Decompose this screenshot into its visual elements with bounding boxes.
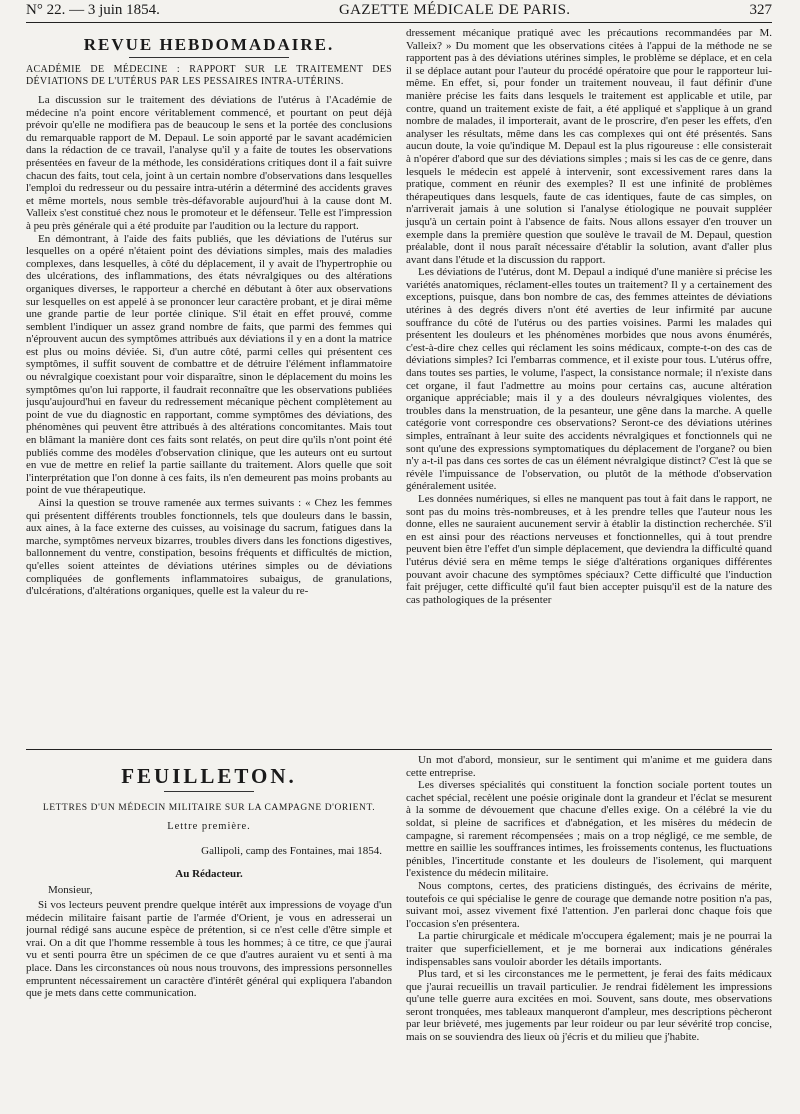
feuilleton-column-1 (26, 754, 392, 1114)
issue-number: N° 22. — 3 juin 1854. (26, 2, 160, 18)
revue-column-1 (26, 27, 392, 745)
addressee: Au Rédacteur. (175, 867, 243, 880)
revue-subtitle: ACADÉMIE DE MÉDECINE : RAPPORT SUR LE TRAITEMENT DES DÉVIATIONS DE L'UTÉRUS PAR LES PESSAIRES INTRA-UTÉRINS. (26, 64, 392, 87)
feuilleton-paragraph: La partie chirurgicale et médicale m'occupera également; mais je ne pourrai la traiter que superficiellement, et je me bornerai aux indications générales indispensables sans vouloir aborder les détails importants. (406, 930, 772, 968)
feuilleton-column-2 (406, 754, 772, 1114)
revue-title: REVUE HEBDOMADAIRE. (83, 35, 335, 54)
page-header (26, 0, 772, 23)
section-divider (26, 749, 772, 750)
title-rule (164, 791, 254, 792)
revue-column-2 (406, 27, 772, 745)
dateline: Gallipoli, camp des Fontaines, mai 1854. (201, 845, 382, 858)
feuilleton-paragraph: Les diverses spécialités qui constituent la fonction sociale portent toutes un cachet spécial, recèlent une poésie originale dont la grandeur et l'éclat se mesurent à la somme de dévouement que chacune d'elles exige. On a célébré la vie du soldat, si pleine de sacrifices et d'abnégation, et les misères du médecin de campagne, si rarement récompensées ; mais on a trop négligé, ce me semble, de mettre en saillie les souffrances intimes, les froissements contenus, les fluctuations pénibles, l'incertitude constante et les douleurs de l'isolement, qui marquent l'existence du médecin militaire. (406, 779, 772, 880)
revue-paragraph: dressement mécanique pratiqué avec les précautions recommandées par M. Valleix? » Du moment que les observations citées à l'appui de la méthode ne se rapportent pas à des déviations utérines simples, le problème se déplace, et en cela il se déplace autant pour l'auteur du procédé opératoire que pour le rapporteur lui-même. En effet, si, pour fonder un traitement nouveau, il faut définir d'une manière précise les faits dans lesquels le traitement est applicable et utile, par contre, quand un traitement existe de fait, a été appliqué et s'applique à un grand nombre de malades, il importerait, avant de le proscrire, d'en peser les effets, d'en analyser les résultats, même dans les cas complexes qui ont été présentés. Sans aucun doute, la voie qu'indique M. Depaul est la plus rigoureuse : elle consisterait à n'opérer d'abord que sur des déviations simples ; mais si les cas de ce genre, dans lesquels le médecin est appelé à intervenir, sont excessivement rares dans la pratique, comment en réunir des exemples? Il est une infinité de problèmes thérapeutiques dans lesquels, faute de cas identiques, faute de cas simples, on n'arriverait jamais à une solution si l'analyse étiologique ne pouvait suppléer jusqu'à un certain point à l'absence de faits. Nous allons essayer d'en trouver un exemple dans la première question que soulève le travail de M. Depaul, question préalable, dont il nous paraît nécessaire d'établir la solution, avant d'aller plus avant dans l'étude et la discussion du rapport. (406, 27, 772, 266)
revue-paragraph: Les déviations de l'utérus, dont M. Depaul a indiqué d'une manière si précise les variétés anatomiques, réclament-elles toutes un traitement? Il y a certainement des exceptions, puisque, dans bon nombre de cas, des femmes atteintes de déviations utérines à des degrés divers n'ont été averties de leur infirmité par aucune souffrance du côté de l'utérus ou des parties voisines. Parmi les malades qui présentent les douleurs et les phénomènes morbides que nous avons énumérés, c'est-à-dire chez celles qui réclament les soins médicaux, compte-t-on des cas de déviations simples? Ici l'embarras commence, et il existe pour tous. L'utérus offre, dans toutes ses parties, le volume, l'aspect, la consistance normale; il n'existe dans cet organe, il faut l'admettre au moins pour certains cas, aucune altération organique appréciable; mais il y a des douleurs névralgiques violentes, des troubles dans la menstruation, de la pesanteur, une gêne dans la marche. A quelle catégorie vont correspondre ces observations? Seront-ce des déviations utérines simples, entraînant à leur suite des accidents névralgiques et fonctionnels qui ne sont qu'une des expressions symptomatiques du déplacement de l'organe? ou bien n'y a-t-il pas dans ces sortes de cas un élément névralgique distinct? C'est là que se révèle l'impuissance de l'observation, ou plutôt de la méthode d'observation généralement usitée. (406, 266, 772, 493)
revue-paragraph: La discussion sur le traitement des déviations de l'utérus à l'Académie de médecine n'a point encore véritablement commencé, et pourtant on peut déjà prévoir qu'elle ne modifiera pas de beaucoup le sens et la portée des conclusions du remarquable rapport de M. Depaul. Le soin apporté par le savant académicien dans la rédaction de ce travail, l'analyse qu'il y a faite de toutes les observations présentées en faveur de la méthode, les considérations critiques dont il a fait suivre chacun des faits, tout cela, joint à un certain nombre d'observations dans lesquelles l'emploi du redresseur ou du pessaire intra-utérin a déterminé des accidents graves et même mortels, nous semble très-défavorable aujourd'hui à la cause dont M. Valleix s'est constitué chez nous le promoteur et le défenseur. Telle est l'impression à peu près générale qui a été produite par l'audition ou la lecture du rapport. (26, 94, 392, 232)
feuilleton-paragraph: Un mot d'abord, monsieur, sur le sentiment qui m'anime et me guidera dans cette entreprise. (406, 754, 772, 779)
revue-section (26, 27, 772, 745)
revue-paragraph: Ainsi la question se trouve ramenée aux termes suivants : « Chez les femmes qui présentent différents troubles fonctionnels, tels que douleurs dans le bassin, aux aines, à la face externe des cuisses, au voisinage du sacrum, fatigues dans la marche, symptômes nerveux bizarres, troubles divers dans les fonctions digestives, ballonnement du ventre, constipation, besoins fréquents et difficultés de miction, qu'elles soient atteintes de déviations utérines simples ou de déviations compliquées de gonflements inflammatoires subaigus, de granulations, d'ulcérations, d'altérations organiques, quelle est la valeur du re- (26, 497, 392, 598)
feuilleton-title: FEUILLETON. (121, 764, 297, 788)
revue-paragraph: En démontrant, à l'aide des faits publiés, que les déviations de l'utérus sur lesquelles on a opéré n'étaient point des déviations simples, mais des maladies complexes, dans lesquelles, à côté du déplacement, il y avait de l'hypertrophie ou des ulcérations, des inflammations, des états névralgiques ou des altérations organiques diverses, le rapporteur a cherché en débutant à ôter aux observations sur lesquelles on est appelé à se prononcer leur caractère probant, et je dirai même une grande partie de leur portée clinique. S'il était en effet prouvé, comme semblent l'indiquer un assez grand nombre de faits, que parmi des femmes qui n'éprouvent aucun des symptômes attribués aux déviations il y en a dont la matrice est plus ou moins déviée. Si, d'un autre côté, parmi celles qui présentent ces symptômes, il suffit souvent de combattre et de détruire l'élément inflammatoire ou névralgique coexistant pour voir disparaître, sinon le déplacement du moins les symptômes qu'on lui rapporte, il faudrait reconnaître que les observations publiées jusqu'aujourd'hui en faveur du redressement mécanique pèchent complètement au point de vue du diagnostic en rapportant, comme symptômes des déviations, des phénomènes qui peuvent être attribués à des altérations concomitantes. Mais tout en blâmant la manière dont ces faits sont relatés, on peut dire qu'ils n'ont point été publiés comme des modèles d'observation clinique, que les auteurs ont eu surtout en vue de mettre en relief la partie saillante du traitement. Alors quelle que soit l'interprétation que l'on donne à ces faits, ils n'en demeurent pas moins probants au point de vue thérapeutique. (26, 232, 392, 497)
feuilleton-section (26, 754, 772, 1114)
revue-paragraph: Les données numériques, si elles ne manquent pas tout à fait dans le rapport, ne sont pas du moins très-nombreuses, et à les prendre telles que l'auteur nous les donne, elles ne sauraient aucunement servir à établir la distinction recherchée. S'il en est ainsi pour des réactions nerveuses et fonctionnelles, qui à tout prendre peuvent bien être l'effet d'un simple déplacement, que deviendra la difficulté quand l'utérus dévié sera en même temps le siége d'altérations organiques différentes pouvant avoir chacune des symptômes spéciaux? Cette difficulté que l'induction fait préjuger, cette difficulté qu'il faut bien accepter puisqu'il est de la nature des cas pathologiques de la présenter (406, 492, 772, 606)
letter-heading: Lettre première. (167, 820, 251, 832)
journal-title: GAZETTE MÉDICALE DE PARIS. (338, 2, 571, 18)
feuilleton-paragraph: Si vos lecteurs peuvent prendre quelque intérêt aux impressions de voyage d'un médecin militaire faisant partie de l'armée d'Orient, je vous en adresserai un journal rédigé sans aucune espèce de prétention, si ce n'est celle d'être simple et vrai. On a dit que l'homme ressemble à tous les hommes; à ce titre, ce que j'aurai vu et senti pourra être un spécimen de ce que d'autres auraient vu et senti à ma place. Dans les circonstances où nous nous trouvons, des impressions personnelles empruntent nécessairement un caractère d'intérêt général qui expliquera l'abandon que je mets dans cette communication. (26, 898, 392, 1000)
feuilleton-paragraph: Nous comptons, certes, des praticiens distingués, des écrivains de mérite, toutefois ce qui spécialise le genre de courage que demande notre position n'a pas, suivant moi, assez vivement fixé l'attention. J'en parlerai donc chaque fois que l'occasion s'en présentera. (406, 879, 772, 930)
salutation: Monsieur, (48, 884, 93, 897)
page-number: 327 (749, 2, 772, 18)
title-rule (129, 57, 289, 58)
feuilleton-paragraph: Plus tard, et si les circonstances me le permettent, je ferai des faits médicaux que j'aurai recueillis un travail particulier. Je rendrai fidèlement les impressions qu'une telle guerre aura excitées en moi. Souvent, sans doute, mes observations seront tronquées, mes tableaux manqueront d'ampleur, mes descriptions pècheront par leur brièveté, mes jugements par leur roideur ou par leur sévérité trop concise, mais on se souviendra des lieux où j'écris et du milieu que j'habite. (406, 968, 772, 1044)
series-title: LETTRES D'UN MÉDECIN MILITAIRE SUR LA CAMPAGNE D'ORIENT. (42, 803, 376, 813)
